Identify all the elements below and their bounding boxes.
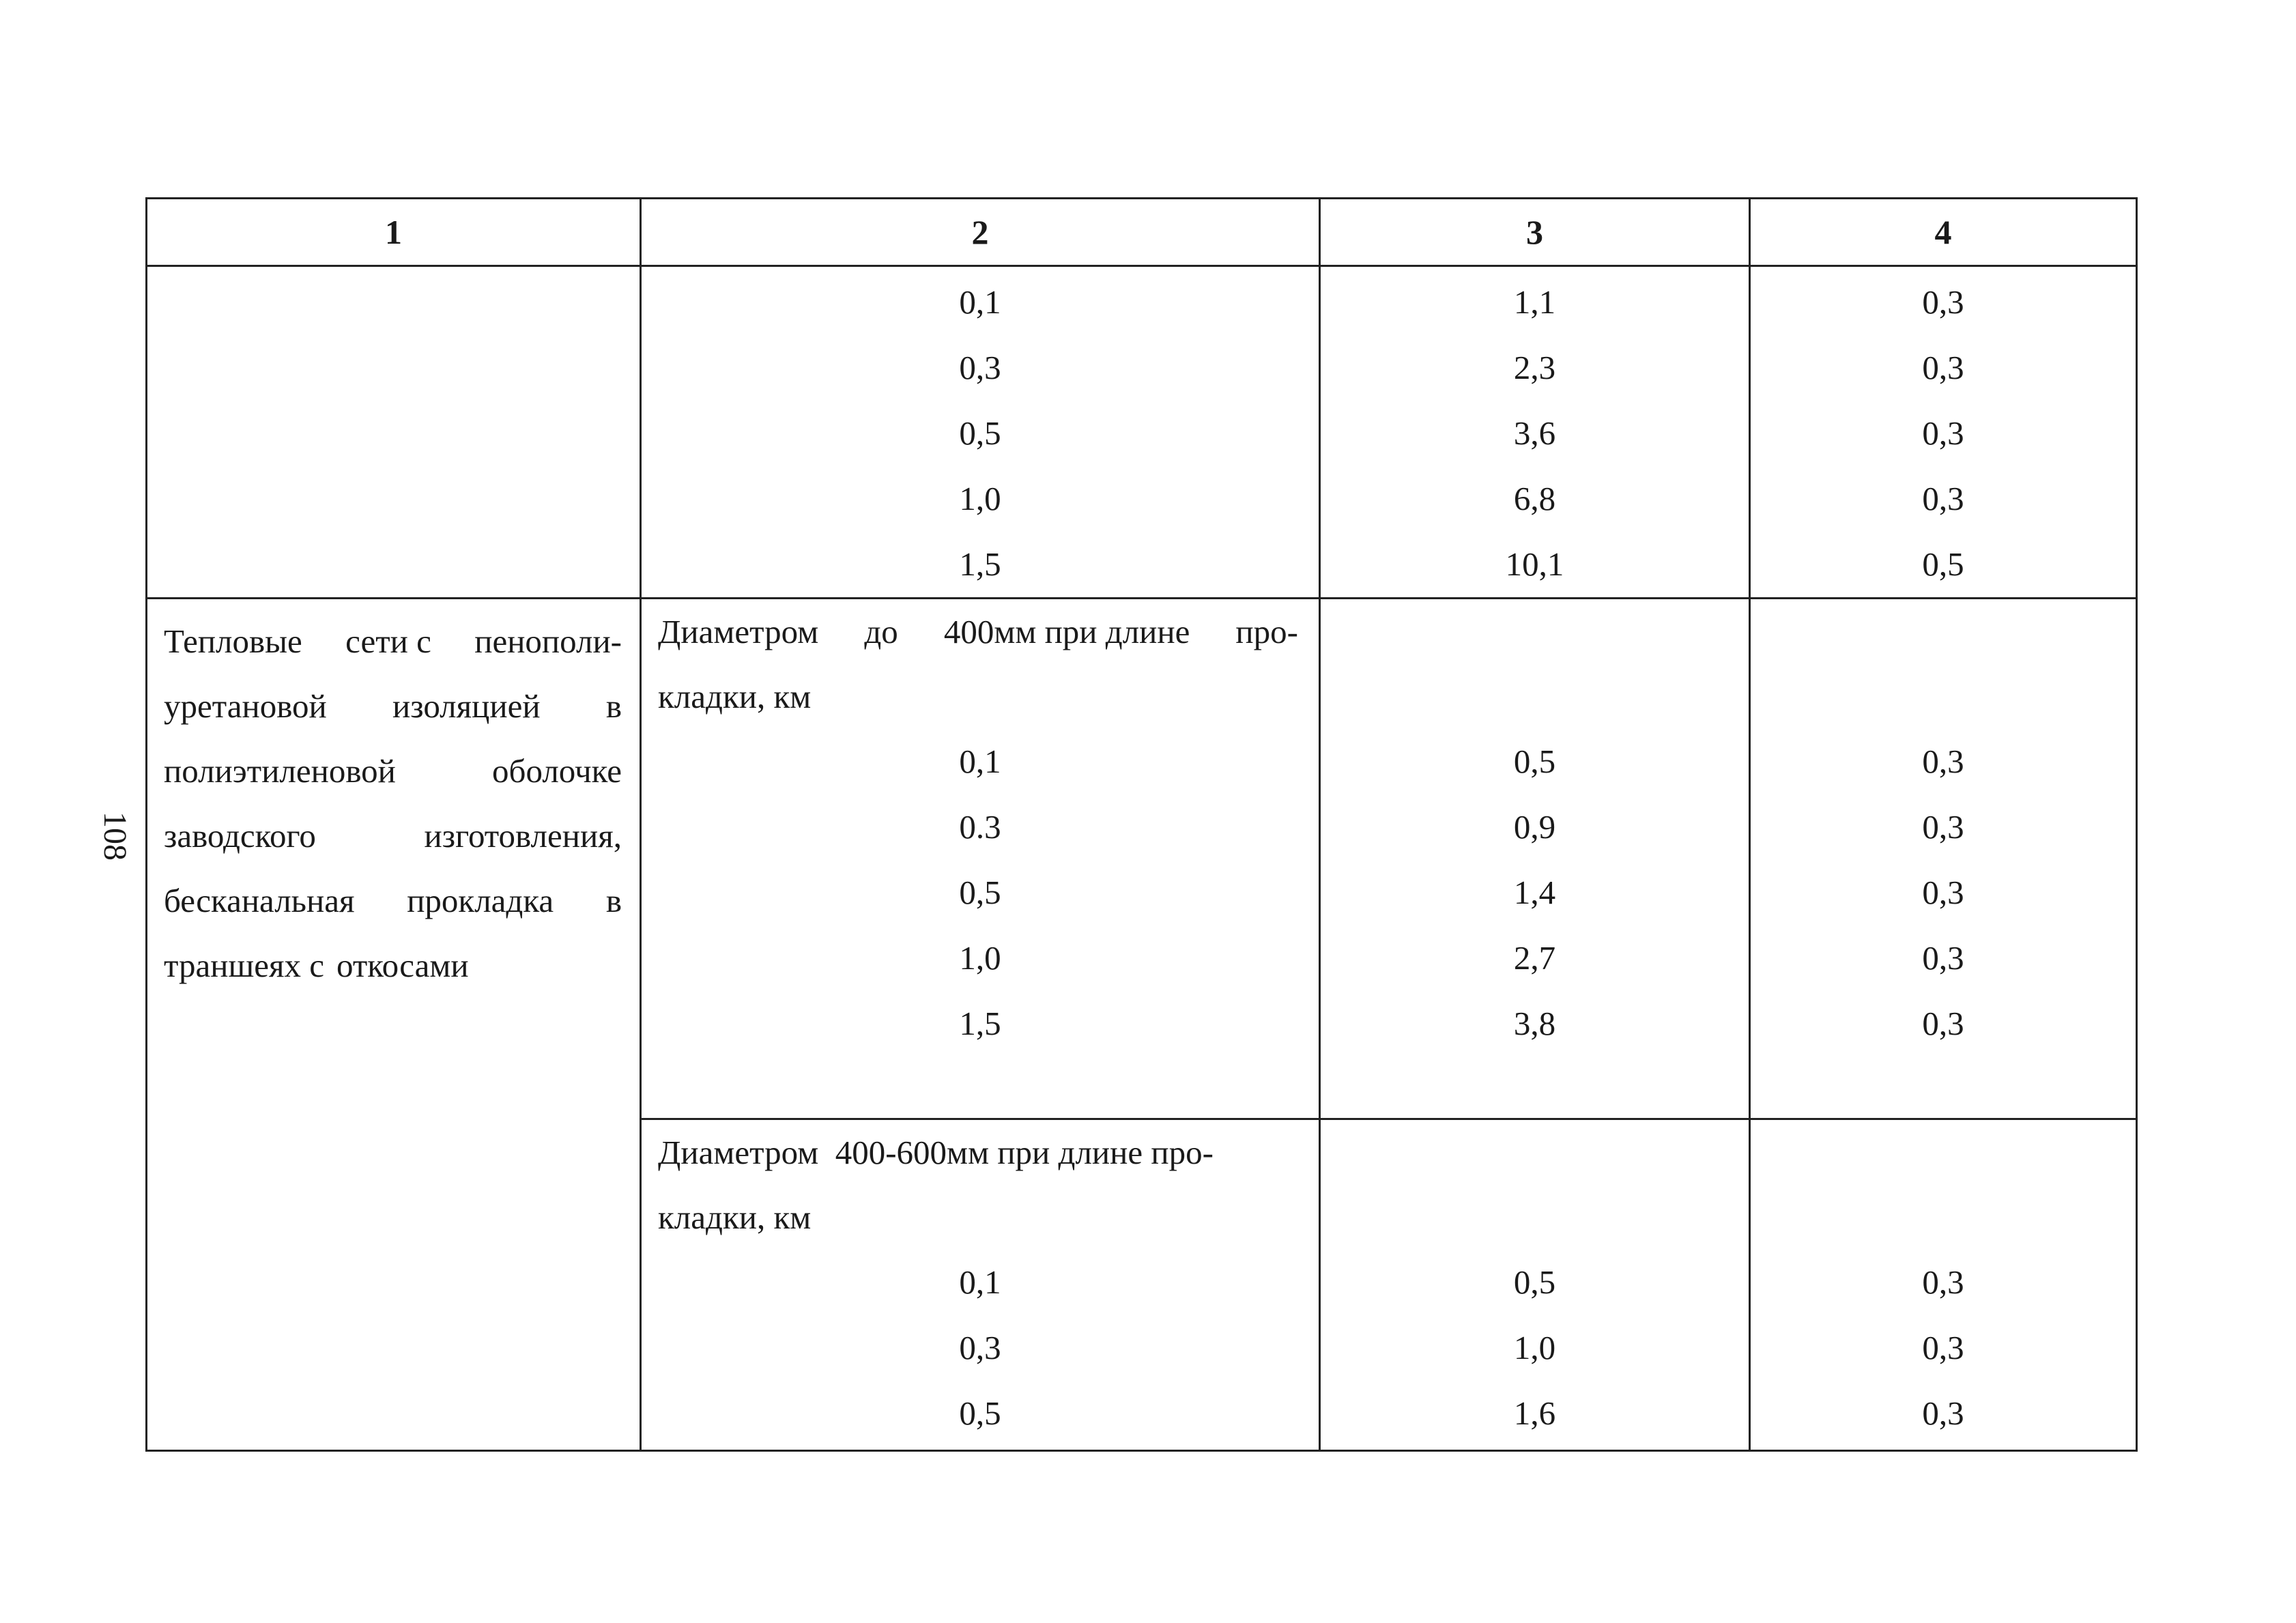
section2-row: [147, 599, 2137, 1119]
page-number: 108: [97, 811, 133, 861]
value-cell: 0,9: [1513, 808, 1556, 846]
value-cell: 3,8: [1513, 1005, 1556, 1042]
description-line: траншеях с откосами: [164, 947, 469, 984]
value-cell: 1,0: [959, 939, 1001, 977]
section1-col2: [641, 266, 1320, 599]
value-cell: 0,3: [1922, 874, 1964, 911]
value-cell: 1,0: [1513, 1329, 1556, 1366]
section1-row: [147, 266, 2137, 599]
value-cell: 0,5: [1922, 545, 1964, 583]
header-cell-4: 4: [1750, 199, 2137, 266]
value-cell: 0,3: [1922, 1394, 1964, 1432]
value-cell: 1,4: [1513, 874, 1556, 911]
value-cell: 0,3: [1922, 349, 1964, 386]
value-cell: 0,3: [1922, 808, 1964, 846]
header-cell-1: 1: [147, 199, 641, 266]
value-cell: 0,5: [1513, 1263, 1556, 1301]
value-cell: 6,8: [1513, 480, 1556, 517]
value-cell: 0,3: [1922, 1329, 1964, 1366]
header-cell-3: 3: [1320, 199, 1750, 266]
value-cell: 1,1: [1513, 283, 1556, 321]
value-cell: 2,7: [1513, 939, 1556, 977]
value-cell: 0,3: [959, 1329, 1001, 1366]
header-cell-2: 2: [641, 199, 1320, 266]
description-line: уретановой изоляцией в: [164, 687, 622, 725]
value-cell: 0,5: [959, 1394, 1001, 1432]
value-cell: 0,3: [1922, 1005, 1964, 1042]
section2-heading-line2: кладки, км: [658, 678, 812, 715]
description-line: бесканальная прокладка в: [164, 882, 622, 919]
value-cell: 0,3: [1922, 939, 1964, 977]
section3-heading-line2: кладки, км: [658, 1198, 812, 1236]
value-cell: 0.3: [959, 808, 1001, 846]
section2-col3: [1320, 599, 1750, 1119]
header-row: [147, 199, 2137, 266]
value-cell: 0,1: [959, 743, 1001, 780]
section2-col2: [641, 599, 1320, 1119]
value-cell: 1,6: [1513, 1394, 1556, 1432]
value-cell: 0,1: [959, 283, 1001, 321]
value-cell: 1,5: [959, 545, 1001, 583]
value-cell: 3,6: [1513, 414, 1556, 452]
value-cell: 2,3: [1513, 349, 1556, 386]
section2-heading-line1: Диаметром до 400мм при длине про-: [658, 613, 1298, 650]
description-line: заводского изготовления,: [164, 817, 622, 854]
section1-col4: [1750, 266, 2137, 599]
value-cell: 0,5: [959, 414, 1001, 452]
value-cell: 0,3: [1922, 283, 1964, 321]
value-cell: 0,3: [1922, 743, 1964, 780]
value-cell: 0,5: [959, 874, 1001, 911]
section3-col2: [641, 1119, 1320, 1451]
value-cell: 10,1: [1505, 545, 1564, 583]
value-cell: 0,3: [1922, 1263, 1964, 1301]
description-line: полиэтиленовой оболочке: [164, 752, 622, 790]
value-cell: 0,3: [1922, 480, 1964, 517]
value-cell: 1,0: [959, 480, 1001, 517]
data-table: [145, 197, 2138, 1452]
section2-col4: [1750, 599, 2137, 1119]
section3-heading-line1: Диаметром 400-600мм при длине про-: [658, 1134, 1214, 1171]
value-cell: 0,3: [959, 349, 1001, 386]
section3-col3: [1320, 1119, 1750, 1451]
value-cell: 0,5: [1513, 743, 1556, 780]
description-line: Тепловые сети с пенополи-: [164, 622, 622, 660]
section1-col1-empty: [147, 266, 641, 599]
value-cell: 0,1: [959, 1263, 1001, 1301]
value-cell: 1,5: [959, 1005, 1001, 1042]
value-cell: 0,3: [1922, 414, 1964, 452]
section1-col3: [1320, 266, 1750, 599]
section3-col4: [1750, 1119, 2137, 1451]
description-cell: [147, 599, 641, 1451]
